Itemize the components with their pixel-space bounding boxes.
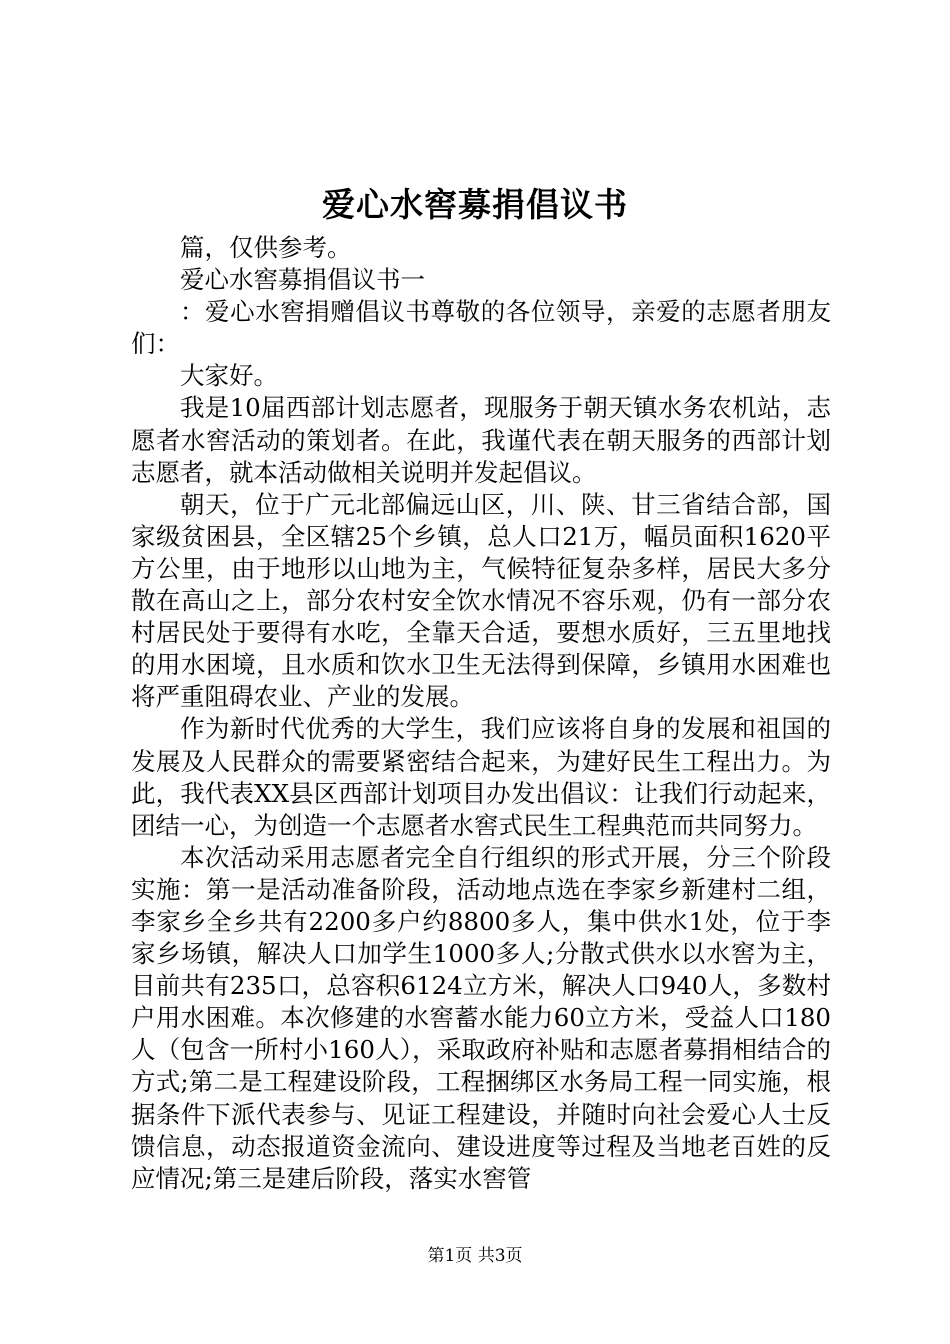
paragraph-introduction: 我是10届西部计划志愿者，现服务于朝天镇水务农机站，志愿者水窖活动的策划者。在此，我谨代表在朝天服务的西部计划志愿者，就本活动做相关说明并发起倡议。 — [131, 393, 831, 487]
paragraph-call-to-action: 作为新时代优秀的大学生，我们应该将自身的发展和祖国的发展及人民群众的需要紧密结合起来，为建好民生工程出力。为此，我代表XX县区西部计划项目办发出倡议：让我们行动起来，团结一心，为创造一个志愿者水窖式民生工程典范而共同努力。 — [131, 714, 831, 840]
page-number-footer: 第1页 共3页 — [427, 1246, 523, 1266]
document-body — [131, 232, 831, 1195]
paragraph-greeting: 大家好。 — [180, 361, 278, 391]
paragraph-salutation: ：爱心水窖捐赠倡议书尊敬的各位领导，亲爱的志愿者朋友们： — [131, 297, 831, 359]
paragraph-background: 朝天，位于广元北部偏远山区，川、陕、甘三省结合部，国家级贫困县，全区辖25个乡镇，总人口21万，幅员面积1620平方公里，由于地形以山地为主，气候特征复杂多样，居民大多分散在高山之上，部分农村安全饮水情况不容乐观，仍有一部分农村居民处于要得有水吃，全靠天合适，要想水质好，三五里地找的用水困境，且水质和饮水卫生无法得到保障，乡镇用水困难也将严重阻碍农业、产业的发展。 — [131, 489, 831, 712]
paragraph-subtitle: 爱心水窖募捐倡议书一 — [180, 265, 425, 295]
paragraph-reference-note: 篇，仅供参考。 — [180, 233, 352, 262]
paragraph-activity-plan: 本次活动采用志愿者完全自行组织的形式开展，分三个阶段实施：第一是活动准备阶段，活动地点选在李家乡新建村二组，李家乡全乡共有2200多户约8800多人，集中供水1处，位于李家乡场镇，解决人口加学生1000多人;分散式供水以水窖为主，目前共有235口，总容积6124立方米，解决人口940人，多数村户用水困难。本次修建的水窖蓄水能力60立方米，受益人口180人（包含一所村小160人），采取政府补贴和志愿者募捐相结合的方式;第二是工程建设阶段，工程捆绑区水务局工程一同实施，根据条件下派代表参与、见证工程建设，并随时向社会爱心人士反馈信息，动态报道资金流向、建设进度等过程及当地老百姓的反应情况;第三是建后阶段，落实水窖管 — [131, 842, 831, 1193]
document-title: 爱心水窖募捐倡议书 — [322, 185, 628, 224]
